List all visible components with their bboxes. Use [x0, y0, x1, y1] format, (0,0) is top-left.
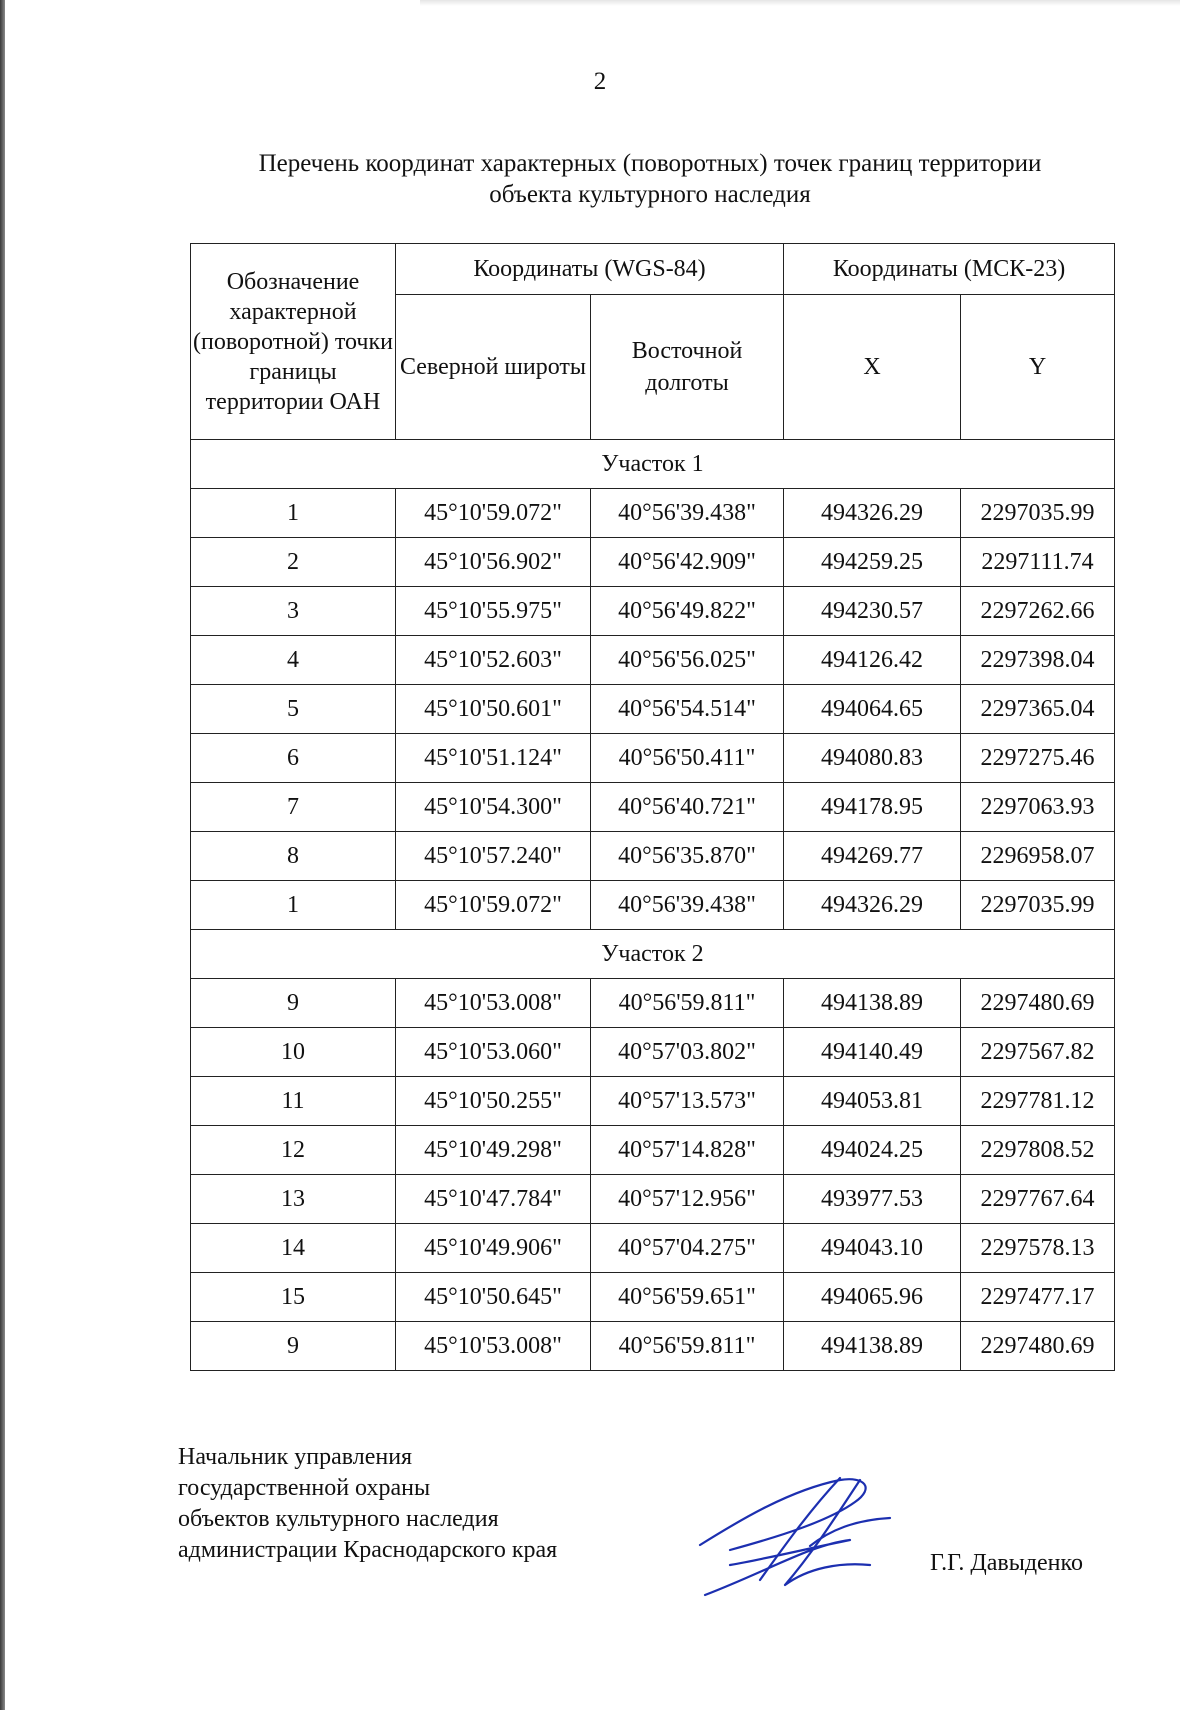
point-number-cell: 6 — [191, 734, 396, 783]
x-cell: 494259.25 — [784, 538, 961, 587]
coordinates-table — [190, 243, 1115, 1371]
x-cell: 494326.29 — [784, 881, 961, 930]
longitude-cell: 40°57'14.828" — [591, 1126, 784, 1175]
y-cell: 2297275.46 — [961, 734, 1115, 783]
point-number-cell: 15 — [191, 1273, 396, 1322]
point-number-cell: 3 — [191, 587, 396, 636]
longitude-cell: 40°57'12.956" — [591, 1175, 784, 1224]
x-cell: 494138.89 — [784, 979, 961, 1028]
x-cell: 494024.25 — [784, 1126, 961, 1175]
longitude-cell: 40°56'54.514" — [591, 685, 784, 734]
y-cell: 2297808.52 — [961, 1126, 1115, 1175]
y-cell: 2297365.04 — [961, 685, 1115, 734]
latitude-cell: 45°10'51.124" — [396, 734, 591, 783]
scan-edge — [0, 0, 5, 1710]
longitude-cell: 40°56'50.411" — [591, 734, 784, 783]
scan-bleed-through — [420, 0, 1180, 6]
x-cell: 493977.53 — [784, 1175, 961, 1224]
position-line-1: Начальник управления — [178, 1444, 413, 1470]
latitude-cell: 45°10'47.784" — [396, 1175, 591, 1224]
y-cell: 2297035.99 — [961, 881, 1115, 930]
point-number-cell: 5 — [191, 685, 396, 734]
point-number-cell: 2 — [191, 538, 396, 587]
longitude-cell: 40°56'35.870" — [591, 832, 784, 881]
document-title — [190, 148, 1110, 210]
x-cell: 494326.29 — [784, 489, 961, 538]
table-row — [191, 1077, 1115, 1126]
x-cell: 494043.10 — [784, 1224, 961, 1273]
point-number-cell: 13 — [191, 1175, 396, 1224]
table-row — [191, 489, 1115, 538]
latitude-cell: 45°10'53.008" — [396, 1322, 591, 1371]
latitude-cell: 45°10'49.906" — [396, 1224, 591, 1273]
section-row — [191, 930, 1115, 979]
point-number-cell: 11 — [191, 1077, 396, 1126]
latitude-cell: 45°10'56.902" — [396, 538, 591, 587]
longitude-cell: 40°57'04.275" — [591, 1224, 784, 1273]
table-header — [191, 244, 1115, 440]
x-cell: 494080.83 — [784, 734, 961, 783]
header-wgs84: Координаты (WGS-84) — [396, 244, 784, 295]
section-label: Участок 2 — [191, 930, 1115, 979]
table-row — [191, 538, 1115, 587]
x-cell: 494269.77 — [784, 832, 961, 881]
latitude-cell: 45°10'59.072" — [396, 489, 591, 538]
y-cell: 2297480.69 — [961, 1322, 1115, 1371]
point-number-cell: 1 — [191, 881, 396, 930]
signatory-name: Г.Г. Давыденко — [930, 1550, 1083, 1576]
y-cell: 2297477.17 — [961, 1273, 1115, 1322]
y-cell: 2297398.04 — [961, 636, 1115, 685]
signatory-position — [178, 1442, 557, 1566]
longitude-cell: 40°57'03.802" — [591, 1028, 784, 1077]
longitude-cell: 40°57'13.573" — [591, 1077, 784, 1126]
handwritten-signature — [690, 1450, 930, 1600]
header-north-latitude: Северной широты — [396, 295, 591, 440]
table-row — [191, 636, 1115, 685]
x-cell: 494126.42 — [784, 636, 961, 685]
point-number-cell: 14 — [191, 1224, 396, 1273]
point-number-cell: 7 — [191, 783, 396, 832]
x-cell: 494178.95 — [784, 783, 961, 832]
table-row — [191, 587, 1115, 636]
header-y: Y — [961, 295, 1115, 440]
header-msk23: Координаты (МСК-23) — [784, 244, 1115, 295]
y-cell: 2296958.07 — [961, 832, 1115, 881]
table-row — [191, 783, 1115, 832]
position-line-2: государственной охраны — [178, 1475, 431, 1501]
point-number-cell: 1 — [191, 489, 396, 538]
x-cell: 494140.49 — [784, 1028, 961, 1077]
latitude-cell: 45°10'59.072" — [396, 881, 591, 930]
latitude-cell: 45°10'55.975" — [396, 587, 591, 636]
table-row — [191, 1175, 1115, 1224]
table-row — [191, 1322, 1115, 1371]
point-number-cell: 12 — [191, 1126, 396, 1175]
x-cell: 494053.81 — [784, 1077, 961, 1126]
header-east-longitude: Восточной долготы — [591, 295, 784, 440]
point-number-cell: 8 — [191, 832, 396, 881]
position-line-3: объектов культурного наследия — [178, 1506, 499, 1532]
table-row — [191, 685, 1115, 734]
y-cell: 2297578.13 — [961, 1224, 1115, 1273]
table-row — [191, 1273, 1115, 1322]
longitude-cell: 40°56'59.811" — [591, 1322, 784, 1371]
x-cell: 494138.89 — [784, 1322, 961, 1371]
section-row — [191, 440, 1115, 489]
table-row — [191, 734, 1115, 783]
point-number-cell: 10 — [191, 1028, 396, 1077]
y-cell: 2297035.99 — [961, 489, 1115, 538]
latitude-cell: 45°10'50.255" — [396, 1077, 591, 1126]
header-x: X — [784, 295, 961, 440]
latitude-cell: 45°10'50.601" — [396, 685, 591, 734]
x-cell: 494230.57 — [784, 587, 961, 636]
table-row — [191, 881, 1115, 930]
latitude-cell: 45°10'54.300" — [396, 783, 591, 832]
y-cell: 2297781.12 — [961, 1077, 1115, 1126]
table-row — [191, 1224, 1115, 1273]
latitude-cell: 45°10'53.008" — [396, 979, 591, 1028]
y-cell: 2297480.69 — [961, 979, 1115, 1028]
latitude-cell: 45°10'49.298" — [396, 1126, 591, 1175]
longitude-cell: 40°56'39.438" — [591, 489, 784, 538]
y-cell: 2297063.93 — [961, 783, 1115, 832]
section-label: Участок 1 — [191, 440, 1115, 489]
table-row — [191, 1126, 1115, 1175]
latitude-cell: 45°10'50.645" — [396, 1273, 591, 1322]
table-row — [191, 832, 1115, 881]
longitude-cell: 40°56'59.651" — [591, 1273, 784, 1322]
longitude-cell: 40°56'56.025" — [591, 636, 784, 685]
longitude-cell: 40°56'40.721" — [591, 783, 784, 832]
table-body — [191, 440, 1115, 1371]
longitude-cell: 40°56'59.811" — [591, 979, 784, 1028]
point-number-cell: 4 — [191, 636, 396, 685]
page-number: 2 — [593, 68, 607, 95]
header-point-designation: Обозначение характерной (поворотной) точки границы территории ОАН — [191, 244, 396, 440]
y-cell: 2297111.74 — [961, 538, 1115, 587]
title-line-1: Перечень координат характерных (поворотных) точек границ территории — [258, 150, 1042, 177]
longitude-cell: 40°56'42.909" — [591, 538, 784, 587]
y-cell: 2297567.82 — [961, 1028, 1115, 1077]
title-line-2: объекта культурного наследия — [489, 181, 811, 208]
point-number-cell: 9 — [191, 979, 396, 1028]
longitude-cell: 40°56'39.438" — [591, 881, 784, 930]
table-row — [191, 1028, 1115, 1077]
latitude-cell: 45°10'57.240" — [396, 832, 591, 881]
position-line-4: администрации Краснодарского края — [178, 1537, 558, 1563]
y-cell: 2297262.66 — [961, 587, 1115, 636]
latitude-cell: 45°10'52.603" — [396, 636, 591, 685]
point-number-cell: 9 — [191, 1322, 396, 1371]
y-cell: 2297767.64 — [961, 1175, 1115, 1224]
x-cell: 494065.96 — [784, 1273, 961, 1322]
latitude-cell: 45°10'53.060" — [396, 1028, 591, 1077]
longitude-cell: 40°56'49.822" — [591, 587, 784, 636]
table-row — [191, 979, 1115, 1028]
x-cell: 494064.65 — [784, 685, 961, 734]
